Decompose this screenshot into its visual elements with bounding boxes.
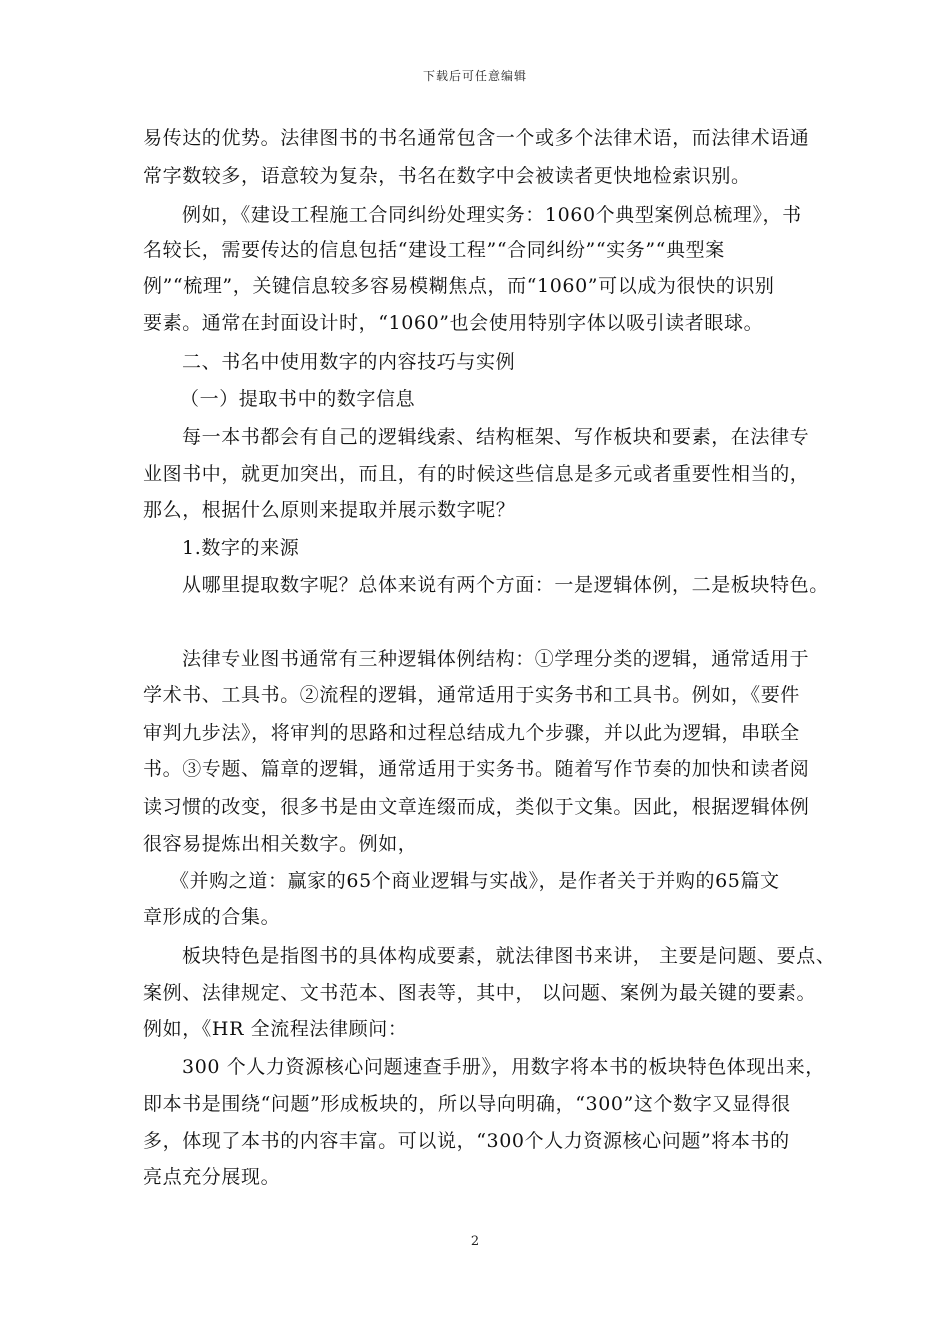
body-line: 易传达的优势。法律图书的书名通常包含一个或多个法律术语，而法律术语通 xyxy=(143,127,810,149)
body-line: 业图书中，就更加突出，而且，有的时候这些信息是多元或者重要性相当的， xyxy=(143,463,810,485)
body-line: 名较长，需要传达的信息包括“建设工程”“合同纠纷”“实务”“典型案 xyxy=(143,239,725,261)
body-line: 板块特色是指图书的具体构成要素，就法律图书来讲， 主要是问题、要点、 xyxy=(182,945,836,967)
body-line: 学术书、工具书。②流程的逻辑，通常适用于实务书和工具书。例如，《要件 xyxy=(143,684,800,706)
subsection-heading: （一）提取书中的数字信息 xyxy=(180,388,416,410)
body-line: 《并购之道：赢家的65个商业逻辑与实战》，是作者关于并购的65篇文 xyxy=(170,870,780,892)
body-line: 每一本书都会有自己的逻辑线索、结构框架、写作板块和要素，在法律专 xyxy=(182,426,810,448)
body-line: 例”“梳理”，关键信息较多容易模糊焦点，而“1060”可以成为很快的识别 xyxy=(143,275,775,297)
body-line: 要素。通常在封面设计时，“1060”也会使用特别字体以吸引读者眼球。 xyxy=(143,312,764,334)
body-line: 书。③专题、篇章的逻辑，通常适用于实务书。随着写作节奏的加快和读者阅 xyxy=(143,758,810,780)
body-line: 即本书是围绕“问题”形成板块的，所以导向明确，“300”这个数字又显得很 xyxy=(143,1093,791,1115)
body-line: 多，体现了本书的内容丰富。可以说，“300个人力资源核心问题”将本书的 xyxy=(143,1130,790,1152)
page-number: 2 xyxy=(470,1234,480,1249)
body-line: 很容易提炼出相关数字。例如， xyxy=(143,833,418,855)
body-line: 常字数较多，语意较为复杂，书名在数字中会被读者更快地检索识别。 xyxy=(143,165,751,187)
body-line: 从哪里提取数字呢？总体来说有两个方面：一是逻辑体例，二是板块特色。 xyxy=(182,574,829,596)
section-heading: 二、书名中使用数字的内容技巧与实例 xyxy=(182,351,516,373)
body-line: 那么，根据什么原则来提取并展示数字呢？ xyxy=(143,499,516,521)
body-line: 章形成的合集。 xyxy=(143,906,281,928)
body-line: 审判九步法》，将审判的思路和过程总结成九个步骤，并以此为逻辑，串联全 xyxy=(143,722,800,744)
item-heading: 1.数字的来源 xyxy=(182,537,300,559)
body-line: 亮点充分展现。 xyxy=(143,1166,281,1188)
body-line: 300 个人力资源核心问题速查手册》，用数字将本书的板块特色体现出来， xyxy=(182,1056,825,1078)
body-line: 法律专业图书通常有三种逻辑体例结构：①学理分类的逻辑，通常适用于 xyxy=(182,648,810,670)
body-line: 案例、法律规定、文书范本、图表等，其中， 以问题、案例为最关键的要素。 xyxy=(143,982,817,1004)
body-line: 例如，《HR 全流程法律顾问： xyxy=(143,1018,408,1040)
page-header-note: 下载后可任意编辑 xyxy=(422,69,527,83)
body-line: 读习惯的改变，很多书是由文章连缀而成，类似于文集。因此，根据逻辑体例 xyxy=(143,796,810,818)
body-line: 例如，《建设工程施工合同纠纷处理实务：1060个典型案例总梳理》，书 xyxy=(182,204,802,226)
